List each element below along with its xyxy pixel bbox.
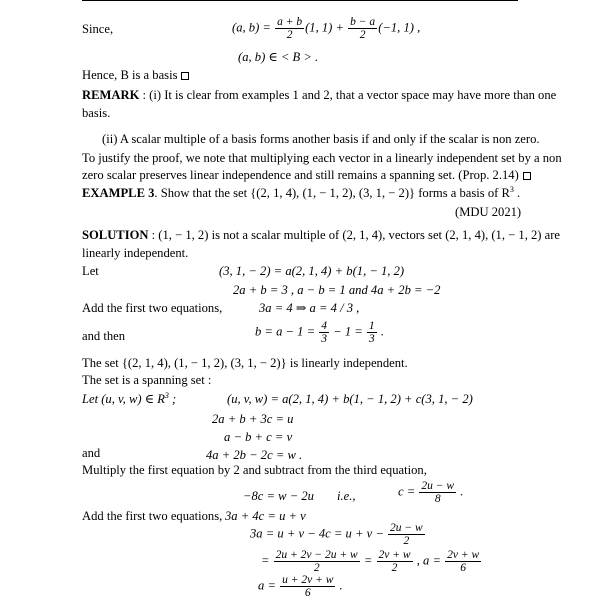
a-derivation-1: 3a = u + v − 4c = u + v − $\frac{2u - w}{2}$ [250,522,423,547]
let-equation: (3, 1, − 2) = a(2, 1, 4) + b(1, − 1, 2) [219,264,405,278]
uvw-equation: (u, v, w) = a(2, 1, 4) + b(1, − 1, 2) + c(3, 1, − 2) [227,392,473,406]
since-label: Since, [82,22,114,36]
equation-2: a − b + c = v [224,430,293,444]
c-equation: −8c = w − 2u [243,489,314,503]
top-rule [82,0,518,1]
remark-line: REMARK : (i) It is clear from examples 1 and 2, that a vector space may have more than one [82,88,557,102]
add-equation-2: 3a + 4c = u + v [225,509,306,523]
remark-ii: (ii) A scalar multiple of a basis forms another basis if and only if the scalar is non zero. [102,132,540,146]
qed-box-icon [523,172,531,180]
add-first-label: Add the first two equations, [82,301,223,315]
c-value: c = $\frac{2u - w}{8}$ . [398,480,464,505]
system-equations: 2a + b = 3 , a − b = 1 and 4a + 2b = −2 [233,283,441,297]
solution-line: SOLUTION : (1, − 1, 2) is not a scalar multiple of (2, 1, 4), vectors set (2, 1, 4), (1, − 1, 2) are [82,228,561,242]
add-first-label-2: Add the first two equations, [82,509,223,523]
set-independent-line: The set {(2, 1, 4), (1, − 1, 2), (3, 1, − 2)} is linearly independent. [82,356,408,370]
qed-box-icon [181,72,189,80]
let-uvw-line: Let (u, v, w) ∈ $R^3$ ; [82,391,177,406]
b-value-equation: b = a − 1 = $\frac{4}{3}$ − 1 = $\frac{1}{3}$ . [255,320,384,345]
since-equation: (a, b) = $\frac{a + b}{2}$ (1, 1) + $\frac{b - a}{2}$ (−1, 1) , [232,16,421,41]
and-label: and [82,446,101,460]
equation-3: 4a + 2b − 2c = w . [206,448,303,462]
justify-line-1: To justify the proof, we note that multiplying each vector in a linearly independent set by a non [82,151,562,165]
remark-line-2: basis. [82,106,111,120]
justify-line-2: zero scalar preserves linear independence and still remains a spanning set. (Prop. 2.14) [82,168,531,182]
equation-1: 2a + b + 3c = u [212,412,294,426]
let-label: Let [82,264,99,278]
a-final-value: a = $\frac{u + 2v + w}{6}$ . [258,574,343,599]
source-label: (MDU 2021) [455,205,522,219]
example-3-statement: EXAMPLE 3. Show that the set {(2, 1, 4), (1, − 1, 2), (3, 1, − 2)} forms a basis of $R^3$ . [82,185,521,200]
since-membership: (a, b) ∈ < B > . [238,50,319,64]
multiply-instruction: Multiply the first equation by 2 and subtract from the third equation, [82,463,427,477]
a-value-equation: 3a = 4 ⇒ a = 4 / 3 , [259,301,360,315]
hence-line: Hence, B is a basis [82,68,189,82]
a-derivation-2: = $\frac{2u + 2v - 2u + w}{2}$ = $\frac{2v + w}{2}$ , a = $\frac{2v + w}{6}$ [261,549,480,574]
ie-label: i.e., [337,489,356,503]
solution-line-2: linearly independent. [82,246,189,260]
and-then-label: and then [82,329,126,343]
spanning-set-line: The set is a spanning set : [82,373,212,387]
